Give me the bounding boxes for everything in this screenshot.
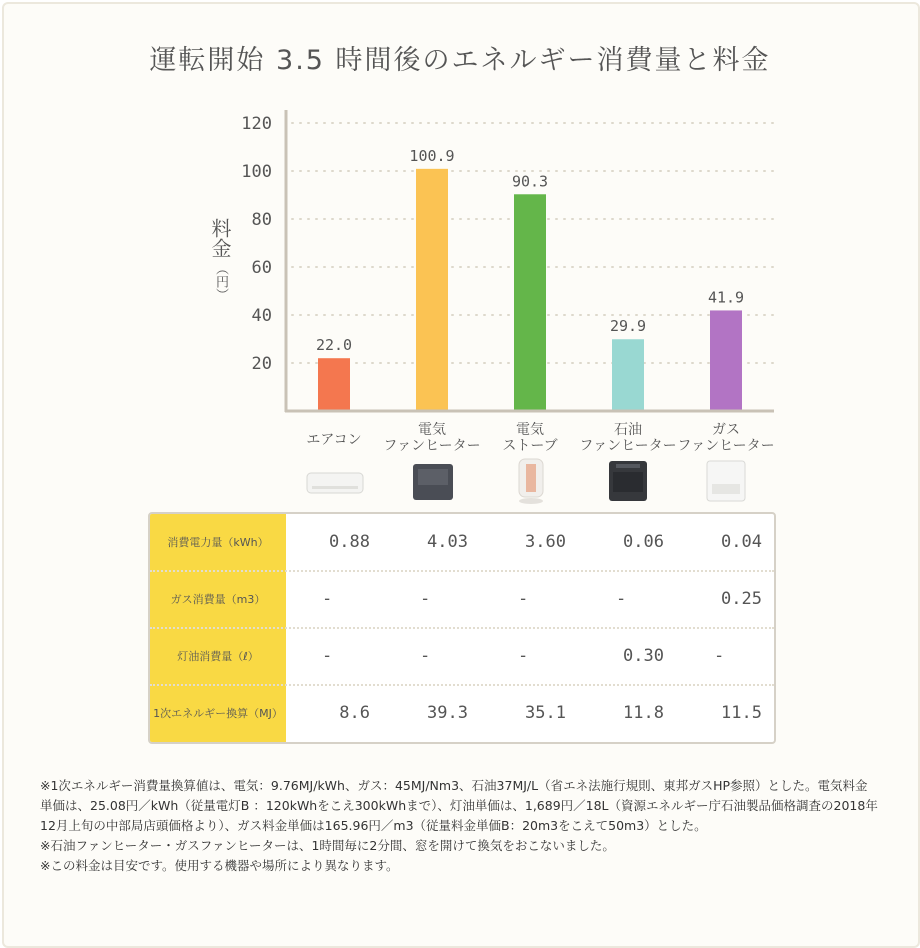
row-header: 1次エネルギー換算（MJ） <box>153 707 283 720</box>
table-cell: 11.5 <box>721 703 762 723</box>
y-axis-label <box>207 218 233 301</box>
table-cell: - <box>322 589 333 609</box>
table-cell: 4.03 <box>427 532 468 552</box>
value-label: 90.3 <box>511 172 549 191</box>
table-cell: - <box>420 646 431 666</box>
table-cell: - <box>420 589 431 609</box>
y-axis-title: 料金 <box>208 218 232 258</box>
chart-title: 運転開始 3.5 時間後のエネルギー消費量と料金 <box>149 45 771 76</box>
table-cell: 3.60 <box>525 532 566 552</box>
value-label: 41.9 <box>707 288 745 307</box>
data-table <box>148 512 776 744</box>
table-cell: 11.8 <box>623 703 664 723</box>
table-row <box>150 514 774 571</box>
gas-fan-heater-icon <box>706 460 746 506</box>
category-label: ガス ファンヒーター <box>677 422 775 454</box>
bar <box>514 194 546 410</box>
table-cell: - <box>616 589 627 609</box>
y-tick-label: 100 <box>241 162 272 182</box>
bar <box>416 169 448 410</box>
kerosene-fan-heater-icon <box>608 460 648 506</box>
row-separator <box>150 627 774 629</box>
row-separator <box>150 570 774 572</box>
value-label: 29.9 <box>609 317 647 336</box>
footnote: ※この料金は目安です。使用する機器や場所により異なります。 <box>40 858 399 873</box>
table-cell: 39.3 <box>427 703 468 723</box>
category-label: 石油 ファンヒーター <box>579 422 677 454</box>
y-tick-label: 60 <box>251 258 272 278</box>
category-label: 電気 ストーブ <box>502 422 558 454</box>
y-tick-label: 120 <box>241 114 272 134</box>
table-cell: - <box>518 646 529 666</box>
table-cell: 8.6 <box>339 703 370 723</box>
row-header: 灯油消費量（ℓ） <box>177 650 259 663</box>
table-cell: 35.1 <box>525 703 566 723</box>
footnote: ※石油ファンヒーター・ガスファンヒーターは、1時間毎に2分間、窓を開けて換気をおこないました。 <box>40 838 615 853</box>
value-label: 22.0 <box>315 336 353 355</box>
table-row <box>150 685 774 742</box>
table-cell: - <box>518 589 529 609</box>
table-cell: 0.06 <box>623 532 664 552</box>
row-header: 消費電力量（kWh） <box>167 536 269 549</box>
y-tick-label: 40 <box>251 306 272 326</box>
bar-chart <box>0 0 920 420</box>
footnotes <box>40 776 880 876</box>
row-header: ガス消費量（m3） <box>170 593 266 606</box>
table-cell: 0.88 <box>329 532 370 552</box>
air-conditioner-icon <box>306 470 364 500</box>
bars <box>315 169 745 410</box>
bar <box>318 358 350 410</box>
bar <box>612 339 644 410</box>
category-label: エアコン <box>306 432 362 448</box>
table-cell: 0.04 <box>721 532 762 552</box>
table-cell: - <box>322 646 333 666</box>
table-cell: 0.25 <box>721 589 762 609</box>
table-cell: 0.30 <box>623 646 664 666</box>
y-axis-unit: （円） <box>213 262 228 301</box>
bar <box>710 310 742 410</box>
y-tick-labels <box>241 114 272 374</box>
electric-stove-icon <box>516 458 546 508</box>
table-row <box>150 628 774 685</box>
category-label: 電気 ファンヒーター <box>383 422 481 454</box>
table-cell: - <box>714 646 725 666</box>
footnote: ※1次エネルギー消費量換算値は、電気：9.76MJ/kWh、ガス：45MJ/Nm3、石油37MJ/L（省エネ法施行規則、東邦ガスHP参照）とした。電気料金単価は、25.08円／kWh（従量電灯B ：120kWhをこえ300kWhまで）、灯油単価は、1,689円／18L（資源エネルギー庁石油製品価格調査の2018年12月上旬の中部局店頭価格より）、ガス料金単価は165.96円／m3（従量料金単価B：20m3をこえて50m3）とした。 <box>40 778 878 833</box>
y-tick-label: 80 <box>251 210 272 230</box>
row-separator <box>150 684 774 686</box>
electric-fan-heater-icon <box>412 461 454 505</box>
y-tick-label: 20 <box>251 354 272 374</box>
value-label: 100.9 <box>409 146 455 165</box>
table-row <box>150 571 774 628</box>
